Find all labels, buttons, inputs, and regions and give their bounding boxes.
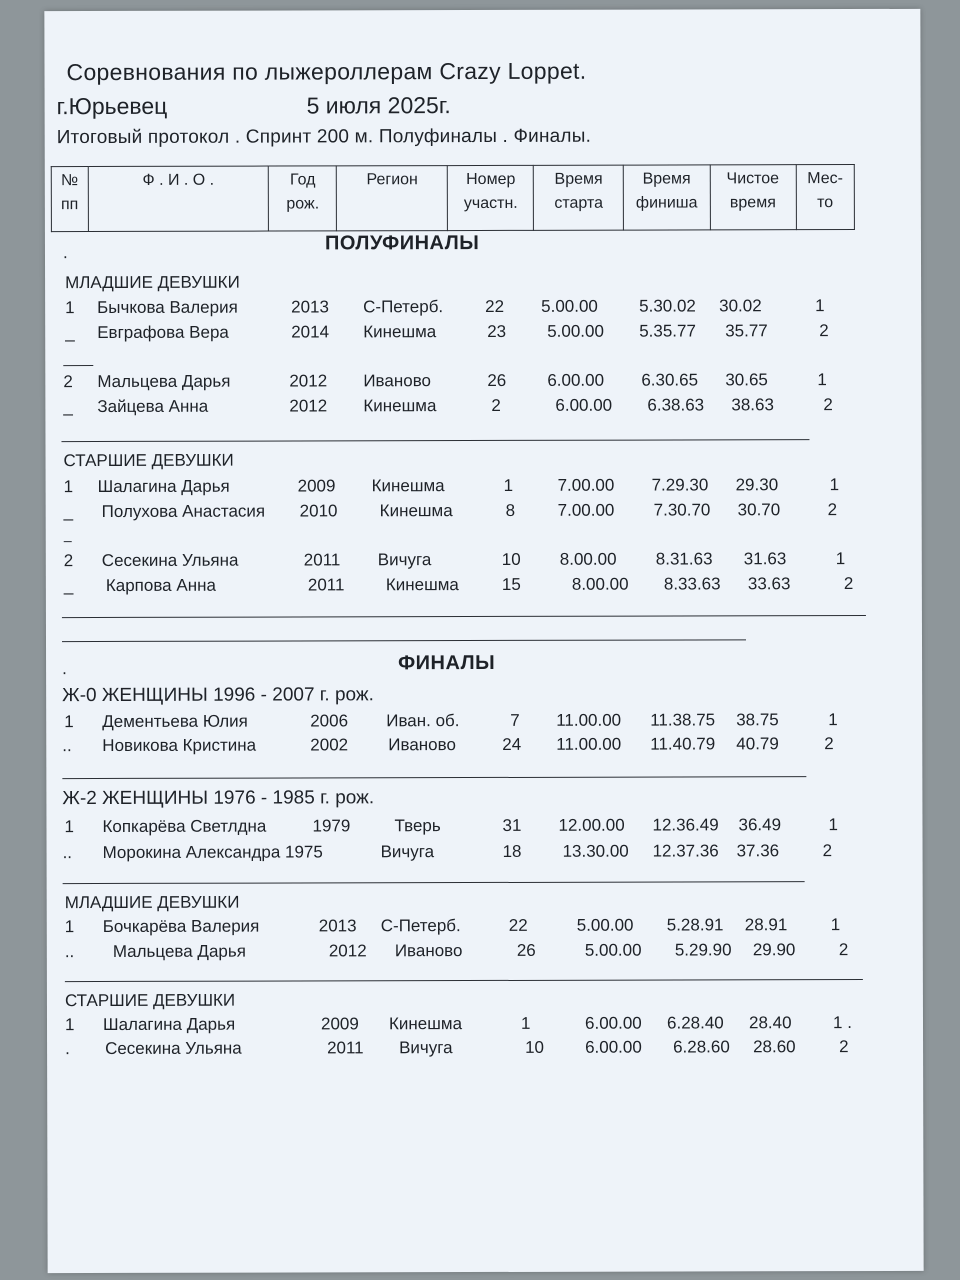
region: Иваново (394, 941, 463, 961)
row-num: _ (63, 576, 74, 596)
start-time: 13.30.00 (562, 841, 629, 861)
bib-number: 10 (525, 1037, 545, 1057)
place: 1 (815, 296, 825, 316)
net-time: 38.63 (731, 395, 774, 415)
net-time: 35.77 (725, 321, 768, 341)
athlete-name: Евграфова Вера (97, 322, 229, 343)
table-row (47, 940, 923, 966)
athlete-name: Новикова Кристина (102, 735, 257, 755)
net-time: 36.49 (738, 815, 782, 835)
athlete-name: Шалагина Дарья (102, 1014, 236, 1034)
birth-year: 2014 (291, 322, 330, 342)
birth-year: 2011 (307, 575, 345, 595)
athlete-name: Дементьева Юлия (102, 711, 248, 731)
finish-time: 5.35.77 (639, 321, 696, 341)
birth-year: 2009 (320, 1014, 359, 1034)
athlete-name: Сесекина Ульяна (101, 550, 239, 571)
place: 1 (835, 549, 846, 569)
region: Тверь (394, 816, 441, 836)
header-name: Ф . И . О . (88, 166, 269, 231)
divider-line (63, 881, 805, 884)
place: 1 (830, 915, 841, 935)
table-row (45, 321, 921, 347)
region: С-Петерб. (380, 916, 461, 936)
finish-time: 7.30.70 (653, 500, 711, 520)
divider-line (63, 365, 93, 366)
bib-number: 7 (510, 710, 520, 730)
start-time: 5.00.00 (576, 915, 634, 935)
place: 2 (843, 574, 854, 594)
header-finish: Время финиша (623, 165, 709, 230)
bib-number: 2 (491, 395, 501, 415)
protocol-sheet (44, 9, 923, 1273)
net-time: 37.36 (736, 841, 780, 861)
athlete-name: Шалагина Дарья (97, 476, 230, 497)
birth-year: 2012 (289, 396, 328, 416)
athlete-name: Морокина Александра 1975 (102, 842, 323, 862)
net-time: 30.65 (725, 370, 768, 390)
header-region: Регион (337, 166, 448, 231)
semifinals-heading: ПОЛУФИНАЛЫ (324, 232, 480, 255)
row-num: 1 (64, 1015, 75, 1035)
start-time: 7.00.00 (557, 475, 615, 495)
header-num: № пп (51, 167, 88, 232)
finish-time: 6.38.63 (647, 395, 705, 415)
start-time: 6.00.00 (585, 1037, 642, 1057)
divider-line (62, 615, 866, 618)
header-year: Год рож. (269, 166, 337, 231)
row-num: 1 (63, 477, 74, 497)
region: Вичуга (380, 842, 435, 862)
start-time: 5.00.00 (584, 940, 642, 960)
region: Вичуга (377, 550, 432, 570)
semi-senior-girls-label: СТАРШИЕ ДЕВУШКИ (63, 450, 234, 471)
start-time: 11.00.00 (556, 710, 622, 730)
athlete-name: Полухова Анастасия (101, 501, 266, 522)
divider-line (61, 439, 809, 442)
net-time: 28.40 (748, 1013, 792, 1033)
place: 1 (828, 815, 838, 835)
row-num: 1 (64, 817, 74, 837)
birth-year: 2012 (289, 371, 328, 391)
start-time: 8.00.00 (571, 574, 629, 594)
final-women-0-label: Ж-0 ЖЕНЩИНЫ 1996 - 2007 г. рож. (62, 684, 374, 707)
start-time: 8.00.00 (559, 549, 617, 569)
bib-number: 22 (508, 915, 528, 935)
finish-time: 5.29.90 (674, 940, 732, 960)
row-num: 1 (64, 917, 75, 937)
athlete-name: Бычкова Валерия (97, 297, 238, 318)
net-time: 28.60 (753, 1037, 796, 1057)
table-row (46, 815, 922, 841)
finish-time: 8.31.63 (655, 549, 713, 569)
net-time: 40.79 (736, 734, 779, 754)
table-row (46, 549, 922, 575)
place: 2 (838, 940, 849, 960)
bib-number: 26 (516, 940, 536, 960)
athlete-name: Карпова Анна (105, 575, 216, 595)
finish-time: 12.37.36 (652, 841, 719, 861)
net-time: 29.90 (752, 940, 796, 960)
finish-time: 6.28.40 (666, 1013, 724, 1033)
header-place: Мес- то (796, 165, 855, 230)
region: Кинешма (388, 1014, 463, 1034)
bib-number: 1 (520, 1013, 531, 1033)
header-start: Время старта (534, 165, 624, 230)
athlete-name: Зайцева Анна (97, 396, 209, 417)
athlete-name: Мальцева Дарья (97, 371, 231, 392)
document-city: г.Юрьевец (56, 92, 168, 120)
finish-time: 6.28.60 (673, 1037, 730, 1057)
region: Иван. об. (386, 711, 460, 731)
divider-line (65, 979, 863, 982)
athlete-name: Бочкарёва Валерия (102, 916, 260, 936)
table-row (47, 1013, 923, 1039)
document-subtitle: Итоговый протокол . Спринт 200 м. Полуфиналы . Финалы. (56, 125, 592, 149)
region: Вичуга (399, 1038, 453, 1058)
bib-number: 8 (505, 500, 516, 520)
birth-year: 2010 (299, 501, 338, 521)
birth-year: 2006 (310, 711, 349, 731)
header-net-time: Чистое время (710, 165, 796, 230)
start-time: 12.00.00 (558, 815, 625, 835)
net-time: 31.63 (743, 549, 787, 569)
finals-heading: ФИНАЛЫ (398, 651, 496, 675)
bib-number: 22 (485, 296, 505, 316)
finish-time: 8.33.63 (663, 574, 721, 594)
row-num: _ (65, 323, 75, 343)
bib-number: 23 (487, 321, 507, 341)
start-time: 5.00.00 (547, 321, 604, 341)
table-row (47, 841, 923, 867)
row-num: _ (63, 502, 74, 522)
finish-time: 6.30.65 (641, 370, 699, 390)
semifinals-marker: . (62, 243, 68, 263)
place: 1 . (832, 1013, 852, 1033)
row-num: 2 (63, 372, 73, 392)
birth-year: 2012 (328, 941, 367, 961)
divider-line (62, 776, 806, 779)
place: 2 (827, 500, 838, 520)
region: Кинешма (363, 322, 437, 342)
table-row (46, 500, 922, 526)
athlete-name: Мальцева Дарья (112, 941, 246, 961)
place: 2 (839, 1037, 849, 1057)
header-bib: Номер участн. (448, 165, 534, 230)
start-time: 6.00.00 (584, 1013, 642, 1033)
row-num: _ (63, 397, 73, 417)
bib-number: 26 (487, 370, 507, 390)
net-time: 28.91 (744, 915, 788, 935)
table-row (45, 395, 921, 421)
athlete-name: Сесекина Ульяна (105, 1038, 242, 1058)
row-num: 1 (64, 712, 74, 732)
table-row (46, 574, 922, 600)
start-time: 5.00.00 (541, 296, 598, 316)
net-time: 30.02 (719, 296, 762, 316)
bib-number: 1 (503, 475, 514, 495)
table-row (46, 710, 922, 736)
birth-year: 2013 (318, 916, 357, 936)
document-title: Соревнования по лыжероллерам Crazy Loppet. (66, 57, 587, 86)
place: 2 (819, 321, 829, 341)
region: Кинешма (371, 476, 445, 496)
row-num: 2 (63, 551, 74, 571)
place: 2 (822, 841, 833, 861)
net-time: 29.30 (735, 475, 779, 495)
divider-line (62, 639, 746, 642)
table-row (47, 915, 923, 941)
region: С-Петерб. (363, 297, 444, 317)
net-time: 30.70 (737, 500, 781, 520)
results-header-table (51, 164, 855, 232)
place: 2 (824, 734, 834, 754)
finish-time: 7.29.30 (651, 475, 709, 495)
region: Кинешма (363, 396, 437, 416)
final-women-2-label: Ж-2 ЖЕНЩИНЫ 1976 - 1985 г. рож. (62, 787, 375, 810)
semi-junior-girls-label: МЛАДШИЕ ДЕВУШКИ (65, 272, 240, 293)
divider-line (64, 541, 72, 542)
birth-year: 2011 (327, 1038, 364, 1058)
region: Иваново (363, 371, 431, 391)
start-time: 11.00.00 (556, 734, 622, 754)
birth-year: 2013 (291, 297, 329, 317)
finish-time: 11.40.79 (650, 734, 716, 754)
region: Кинешма (379, 501, 453, 521)
table-row (47, 1037, 923, 1063)
document-date: 5 июля 2025г. (306, 92, 451, 119)
place: 1 (829, 475, 840, 495)
place: 2 (823, 395, 833, 415)
athlete-name: Копкарёва Светлдна (102, 816, 267, 836)
region: Иваново (388, 735, 456, 755)
birth-year: 2011 (303, 550, 341, 570)
net-time: 33.63 (747, 574, 791, 594)
bib-number: 10 (501, 549, 521, 569)
final-senior-girls-label: СТАРШИЕ ДЕВУШКИ (64, 990, 236, 1011)
row-num: .. (64, 942, 75, 962)
place: 1 (817, 370, 827, 390)
table-row (45, 370, 921, 396)
bib-number: 15 (501, 574, 521, 594)
table-row (46, 734, 922, 760)
bib-number: 18 (502, 841, 522, 861)
finish-time: 11.38.75 (650, 710, 716, 730)
row-num: . (65, 1039, 70, 1059)
final-junior-girls-label: МЛАДШИЕ ДЕВУШКИ (64, 892, 240, 913)
table-row (45, 296, 921, 322)
net-time: 38.75 (736, 710, 779, 730)
row-num: .. (62, 736, 72, 756)
start-time: 7.00.00 (557, 500, 615, 520)
finish-time: 5.30.02 (639, 296, 696, 316)
row-num: 1 (65, 298, 75, 318)
finish-time: 5.28.91 (666, 915, 724, 935)
birth-year: 2002 (310, 735, 349, 755)
start-time: 6.00.00 (555, 395, 613, 415)
region: Кинешма (385, 575, 459, 595)
table-row (46, 475, 922, 501)
bib-number: 31 (502, 815, 522, 835)
place: 1 (828, 710, 838, 730)
start-time: 6.00.00 (547, 370, 605, 390)
bib-number: 24 (502, 734, 522, 754)
birth-year: 2009 (297, 476, 336, 496)
birth-year: 1979 (312, 816, 351, 836)
finals-marker: . (62, 659, 67, 679)
finish-time: 12.36.49 (652, 815, 719, 835)
row-num: .. (62, 843, 73, 863)
